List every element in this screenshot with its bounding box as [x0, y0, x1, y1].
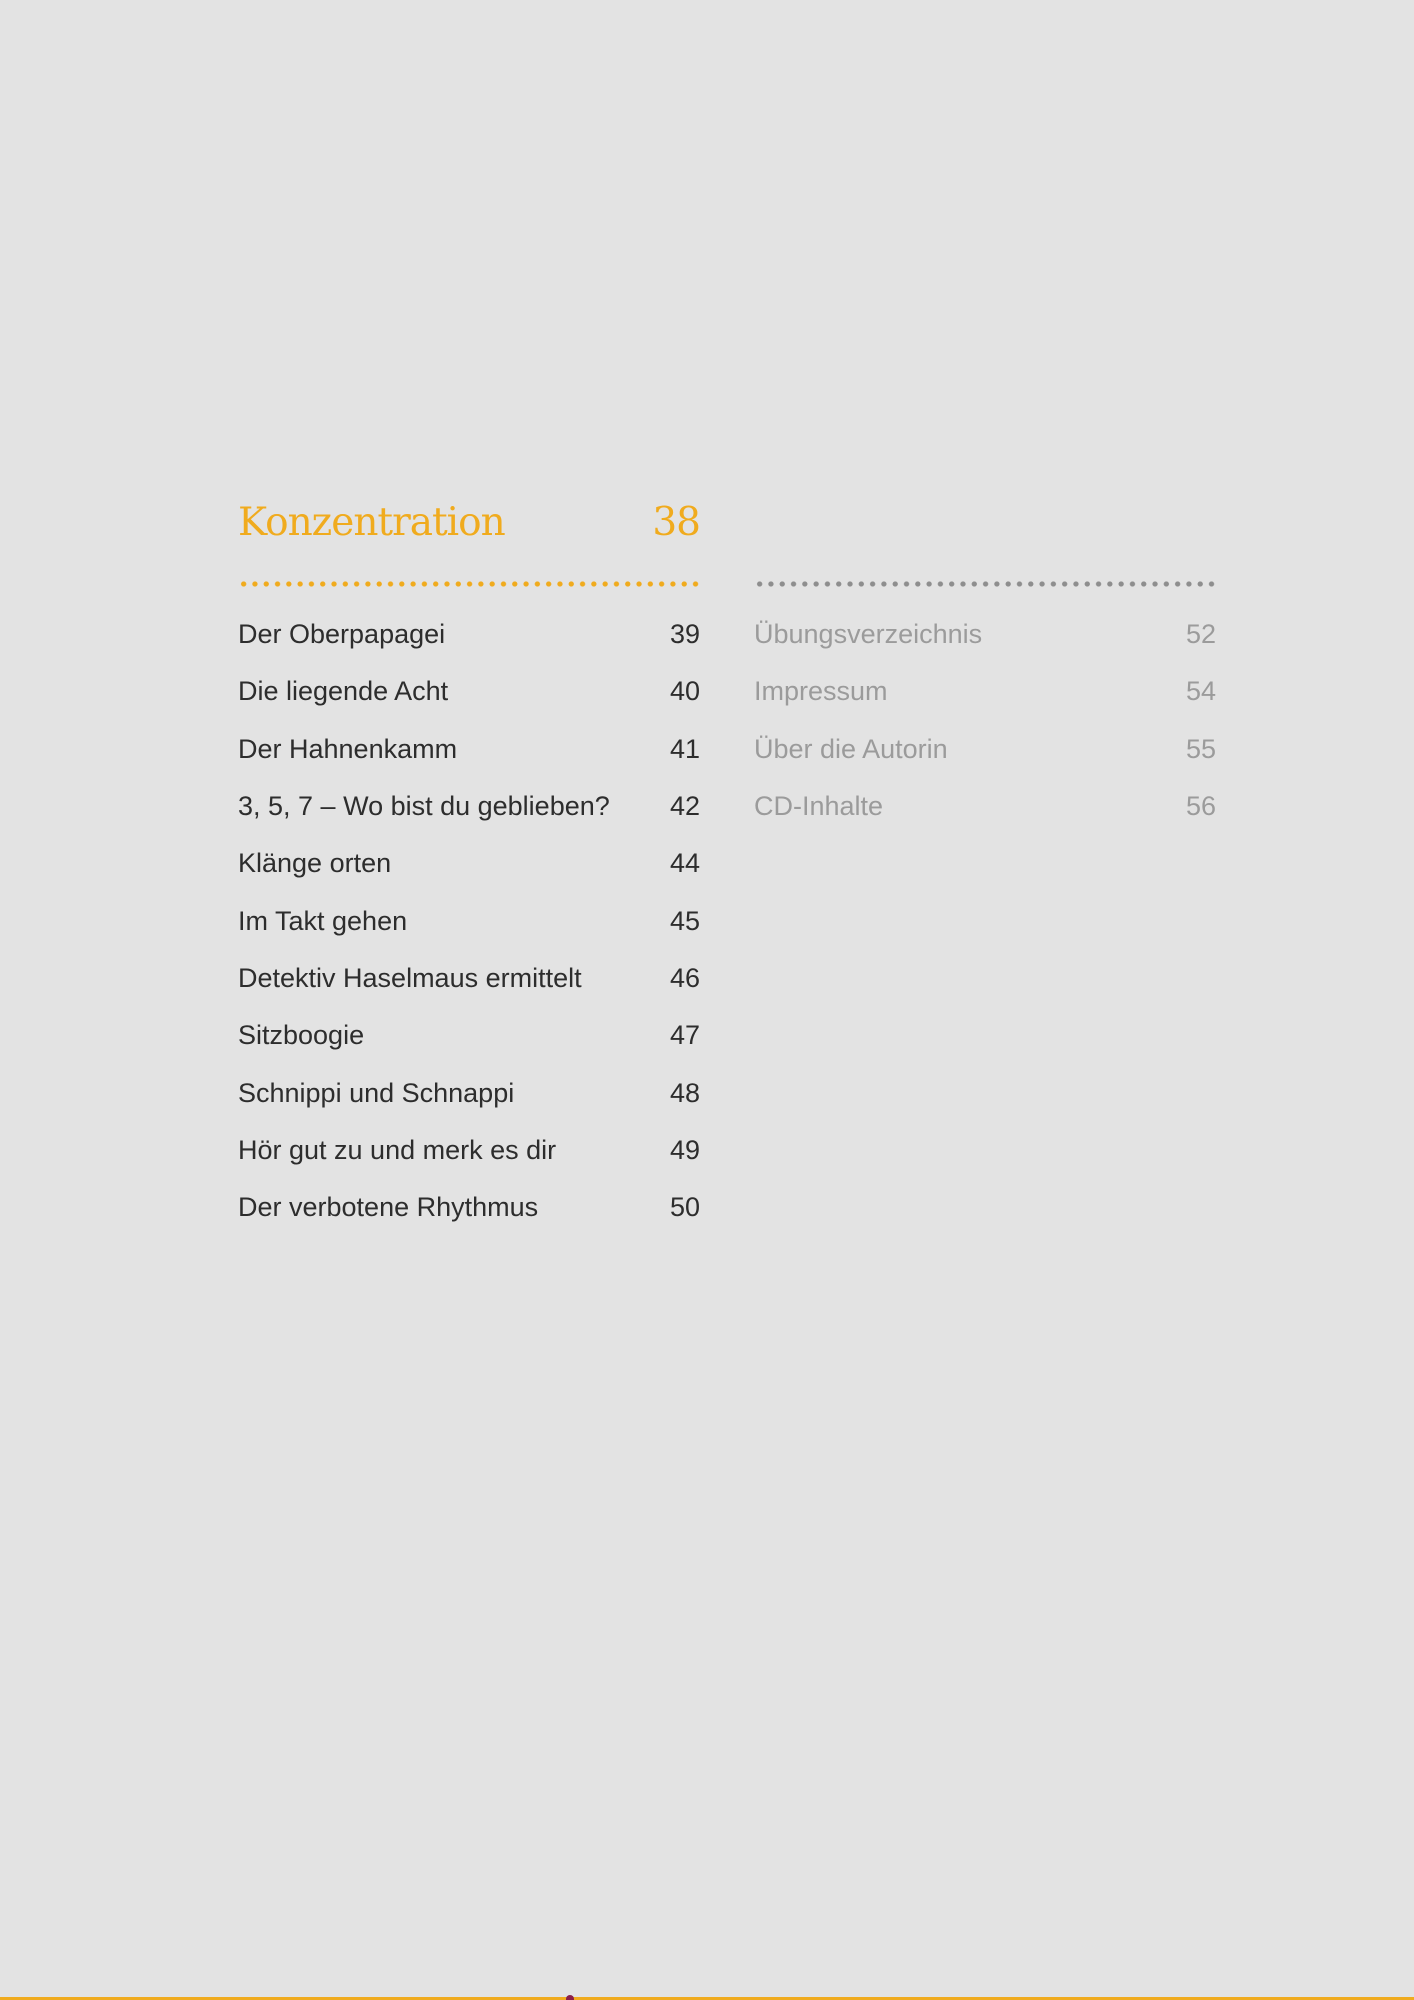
toc-entry-page: 41: [669, 733, 700, 764]
toc-entry[interactable]: [238, 892, 700, 949]
toc-entry-page: 46: [669, 962, 700, 993]
toc-entry-title: Schnippi und Schnappi: [238, 1077, 515, 1108]
dotted-divider-grey: [754, 580, 1216, 588]
toc-entry-title: Der Oberpapagei: [238, 619, 446, 650]
appendix-entry-page: 54: [1185, 676, 1216, 707]
appendix-entry-title: Über die Autorin: [754, 733, 948, 764]
toc-entry-page: 42: [669, 791, 700, 822]
toc-entry-title: Die liegende Acht: [238, 676, 449, 707]
section-page-number: 38: [652, 500, 700, 545]
toc-entry[interactable]: [238, 950, 700, 1007]
appendix-entry-page: 52: [1185, 619, 1216, 650]
appendix-entry-title: CD-Inhalte: [754, 791, 884, 822]
section-title: Konzentration: [238, 500, 505, 545]
toc-entry-page: 44: [669, 848, 700, 879]
toc-entry-page: 39: [669, 619, 700, 650]
appendix-entry[interactable]: [754, 721, 1216, 778]
appendix-entry[interactable]: [754, 778, 1216, 835]
toc-entry[interactable]: [238, 663, 700, 720]
toc-entry-page: 50: [669, 1192, 700, 1223]
toc-entry-page: 49: [669, 1134, 700, 1165]
toc-entry-title: Klänge orten: [238, 848, 392, 879]
section-header: [238, 500, 700, 564]
appendix-entry[interactable]: [754, 606, 1216, 663]
toc-entry[interactable]: [238, 1064, 700, 1121]
appendix-entry-title: Impressum: [754, 676, 888, 707]
toc-entry[interactable]: [238, 778, 700, 835]
toc-entry[interactable]: [238, 1179, 700, 1236]
toc-entry-title: Im Takt gehen: [238, 905, 408, 936]
toc-entry-page: 40: [669, 676, 700, 707]
toc-entry-title: Der Hahnenkamm: [238, 733, 458, 764]
toc-entry[interactable]: [238, 606, 700, 663]
appendix-entry[interactable]: [754, 663, 1216, 720]
toc-entry-title: Detektiv Haselmaus ermittelt: [238, 962, 582, 993]
appendix-entry-list: [754, 606, 1216, 835]
dotted-divider-gold: [238, 580, 700, 588]
toc-entry[interactable]: [238, 835, 700, 892]
appendix-entry-page: 56: [1185, 791, 1216, 822]
toc-entry-page: 47: [669, 1020, 700, 1051]
appendix-entry-title: Übungsverzeichnis: [754, 619, 983, 650]
toc-entry-title: 3, 5, 7 – Wo bist du geblieben?: [238, 791, 610, 822]
toc-entry-page: 48: [669, 1077, 700, 1108]
toc-left-column: [238, 500, 700, 1236]
toc-entry-title: Der verbotene Rhythmus: [238, 1192, 539, 1223]
toc-entry-title: Sitzboogie: [238, 1020, 365, 1051]
appendix-entry-page: 55: [1185, 733, 1216, 764]
toc-entry-list: [238, 606, 700, 1236]
toc-entry-page: 45: [669, 905, 700, 936]
toc-entry[interactable]: [238, 721, 700, 778]
toc-entry-title: Hör gut zu und merk es dir: [238, 1134, 557, 1165]
bottom-marker: [566, 1995, 574, 2000]
toc-entry[interactable]: [238, 1007, 700, 1064]
toc-entry[interactable]: [238, 1122, 700, 1179]
toc-right-column: [754, 500, 1216, 835]
